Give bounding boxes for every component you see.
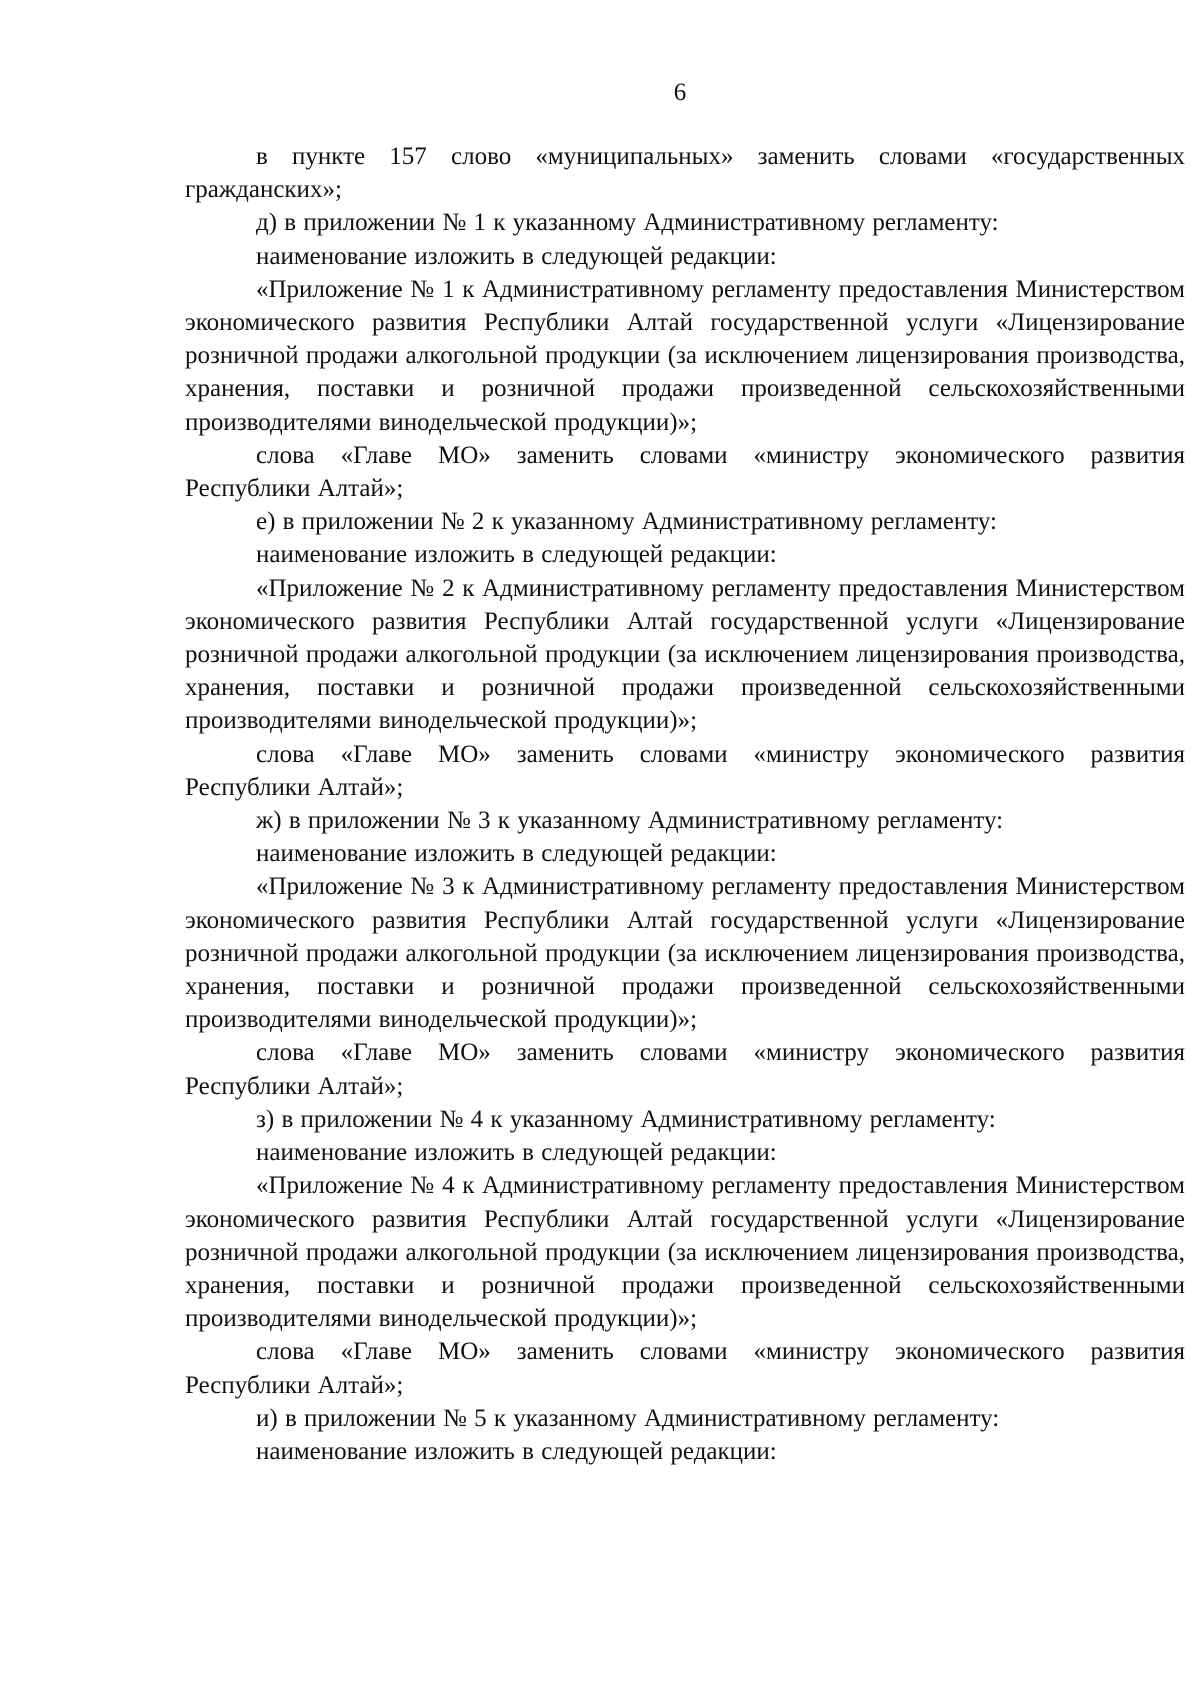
paragraph: наименование изложить в следующей редакции: — [256, 541, 777, 569]
paragraph: слова «Главе МО» заменить словами «министру экономического развития Республики Алтай»; — [185, 1039, 1185, 1100]
paragraph: е) в приложении № 2 к указанному Административному регламенту: — [256, 508, 997, 536]
paragraph: слова «Главе МО» заменить словами «министру экономического развития Республики Алтай»; — [185, 740, 1185, 801]
paragraph: д) в приложении № 1 к указанному Административному регламенту: — [256, 209, 999, 237]
paragraph: и) в приложении № 5 к указанному Административному регламенту: — [256, 1404, 1000, 1432]
page-number: 6 — [673, 79, 687, 106]
paragraph: слова «Главе МО» заменить словами «министру экономического развития Республики Алтай»; — [185, 1338, 1185, 1399]
paragraph: в пункте 157 слово «муниципальных» заменить словами «государственных гражданских»; — [185, 143, 1185, 204]
paragraph: наименование изложить в следующей редакции: — [256, 242, 777, 270]
paragraph: «Приложение № 3 к Административному регламенту предоставления Министерством экономического развития Республики Алтай государственной услуги «Лицензирование розничной продажи алкогольной продукции (за исключением лицензирования производства, хранения, поставки и розничной продажи произведенной сельскохозяйственными производителями винодельческой продукции)»; — [185, 873, 1185, 1034]
paragraph: наименование изложить в следующей редакции: — [256, 1437, 777, 1465]
paragraph: з) в приложении № 4 к указанному Административному регламенту: — [256, 1105, 996, 1133]
document-body — [185, 140, 1185, 1468]
paragraph: «Приложение № 4 к Административному регламенту предоставления Министерством экономического развития Республики Алтай государственной услуги «Лицензирование розничной продажи алкогольной продукции (за исключением лицензирования производства, хранения, поставки и розничной продажи произведенной сельскохозяйственными производителями винодельческой продукции)»; — [185, 1172, 1185, 1333]
paragraph: слова «Главе МО» заменить словами «министру экономического развития Республики Алтай»; — [185, 441, 1185, 503]
paragraph: ж) в приложении № 3 к указанному Административному регламенту: — [256, 807, 1004, 835]
paragraph: «Приложение № 1 к Административному регламенту предоставления Министерством экономического развития Республики Алтай государственной услуги «Лицензирование розничной продажи алкогольной продукции (за исключением лицензирования производства, хранения, поставки и розничной продажи произведенной сельскохозяйственными производителями винодельческой продукции)»; — [185, 275, 1185, 436]
paragraph: наименование изложить в следующей редакции: — [256, 1139, 777, 1167]
paragraph: наименование изложить в следующей редакции: — [256, 840, 777, 868]
paragraph: «Приложение № 2 к Административному регламенту предоставления Министерством экономического развития Республики Алтай государственной услуги «Лицензирование розничной продажи алкогольной продукции (за исключением лицензирования производства, хранения, поставки и розничной продажи произведенной сельскохозяйственными производителями винодельческой продукции)»; — [185, 574, 1185, 735]
